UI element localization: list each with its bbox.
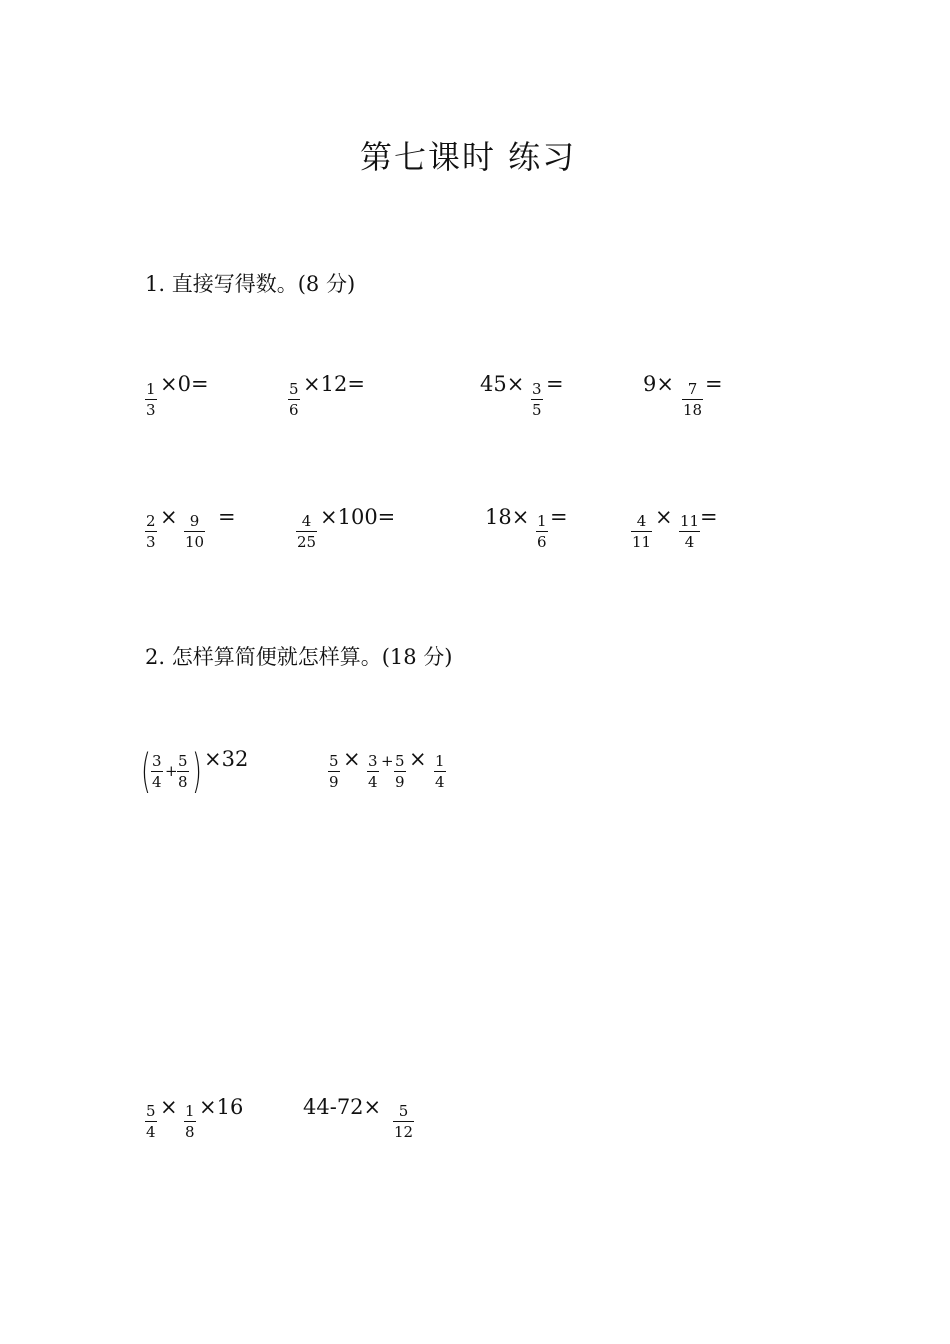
fraction: 5 4	[146, 1102, 156, 1141]
fraction: 1 4	[435, 752, 445, 791]
times-sign: ×	[343, 747, 361, 771]
expression-text: ×0=	[160, 372, 209, 396]
fraction: 1 8	[185, 1102, 195, 1141]
fraction: 1 3	[146, 380, 156, 419]
expression-text: ×12=	[303, 372, 365, 396]
expression-text: 44-72×	[303, 1095, 382, 1119]
equals-sign: =	[705, 372, 723, 396]
expression-text: ×32	[204, 747, 249, 771]
right-parenthesis: )	[192, 744, 202, 798]
expression-text: 9×	[643, 372, 674, 396]
equals-sign: =	[550, 505, 568, 529]
question-2-label: 2. 怎样算简便就怎样算。(18 分)	[145, 645, 453, 669]
fraction: 9 10	[185, 512, 205, 551]
plus-sign: +	[381, 752, 394, 770]
question-1-label: 1. 直接写得数。(8 分)	[145, 272, 356, 296]
left-parenthesis: (	[141, 744, 151, 798]
fraction: 5 12	[394, 1102, 414, 1141]
page-title: 第七课时 练习	[360, 138, 577, 176]
fraction: 2 3	[146, 512, 156, 551]
fraction: 4 25	[297, 512, 317, 551]
expression-text: ×16	[199, 1095, 244, 1119]
expression-text: ×100=	[320, 505, 396, 529]
times-sign: ×	[160, 505, 178, 529]
times-sign: ×	[160, 1095, 178, 1119]
fraction: 1 6	[537, 512, 547, 551]
expression-text: 18×	[485, 505, 530, 529]
equals-sign: =	[700, 505, 718, 529]
times-sign: ×	[409, 747, 427, 771]
fraction: 4 11	[632, 512, 652, 551]
fraction: 5 9	[395, 752, 405, 791]
fraction: 3 4	[368, 752, 378, 791]
times-sign: ×	[655, 505, 673, 529]
fraction: 5 8	[178, 752, 188, 791]
fraction: 3 5	[532, 380, 542, 419]
fraction: 11 4	[680, 512, 700, 551]
fraction: 7 18	[683, 380, 703, 419]
plus-sign: +	[165, 762, 178, 780]
equals-sign: =	[218, 505, 236, 529]
fraction: 5 9	[329, 752, 339, 791]
fraction: 5 6	[289, 380, 299, 419]
expression-text: 45×	[480, 372, 525, 396]
equals-sign: =	[546, 372, 564, 396]
fraction: 3 4	[152, 752, 162, 791]
